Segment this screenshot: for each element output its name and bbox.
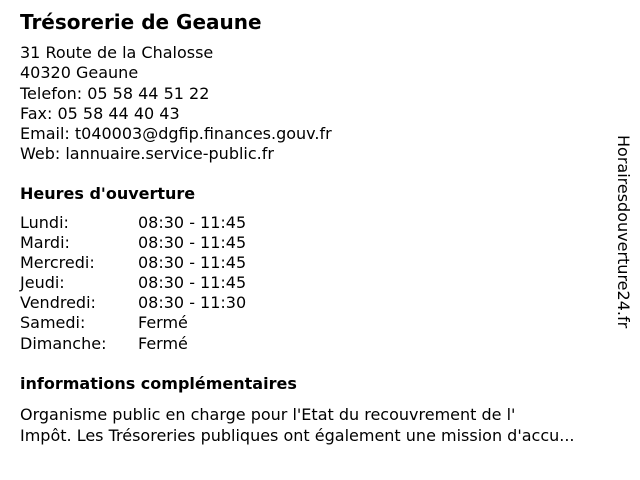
hours-row-thursday [20,273,246,293]
hours-row-tuesday [20,233,246,253]
day-label: Lundi: [20,213,69,232]
day-label: Dimanche: [20,333,107,353]
fax-number: Fax: 05 58 44 40 43 [20,103,180,123]
time-value: 08:30 - 11:45 [138,273,247,293]
hours-row-saturday [20,313,246,333]
hours-row-wednesday [20,253,246,273]
day-label: Jeudi: [20,273,65,293]
watermark-text: Horairesdouverture24.fr [614,135,633,329]
contact-block [20,43,332,165]
website: Web: lannuaire.service-public.fr [20,144,274,164]
time-value: 08:30 - 11:45 [138,213,247,232]
street-address: 31 Route de la Chalosse [20,43,214,62]
day-label: Vendredi: [20,293,96,313]
day-label: Mercredi: [20,253,95,273]
page-title: Trésorerie de Geaune [20,10,262,34]
email-address: Email: t040003@dgfip.finances.gouv.fr [20,124,332,144]
opening-hours-table [20,213,246,354]
day-label: Samedi: [20,313,86,333]
day-label: Mardi: [20,233,70,253]
phone-number: Telefon: 05 58 44 51 22 [20,83,210,103]
description-line-1: Organisme public en charge pour l'Etat du recouvrement de l' [20,405,516,424]
additional-info-text [20,404,626,446]
site-watermark [612,135,634,345]
description-line-2: Impôt. Les Trésoreries publiques ont également une mission d'accu... [20,426,575,445]
hours-row-friday [20,293,246,313]
additional-info-heading: informations complémentaires [20,374,297,393]
time-value: Fermé [138,333,188,353]
time-value: Fermé [138,313,188,333]
opening-hours-heading: Heures d'ouverture [20,184,196,203]
hours-row-sunday [20,334,246,354]
time-value: 08:30 - 11:45 [138,233,247,253]
time-value: 08:30 - 11:30 [138,293,247,313]
time-value: 08:30 - 11:45 [138,253,247,273]
city-address: 40320 Geaune [20,63,139,83]
hours-row-monday [20,213,246,233]
